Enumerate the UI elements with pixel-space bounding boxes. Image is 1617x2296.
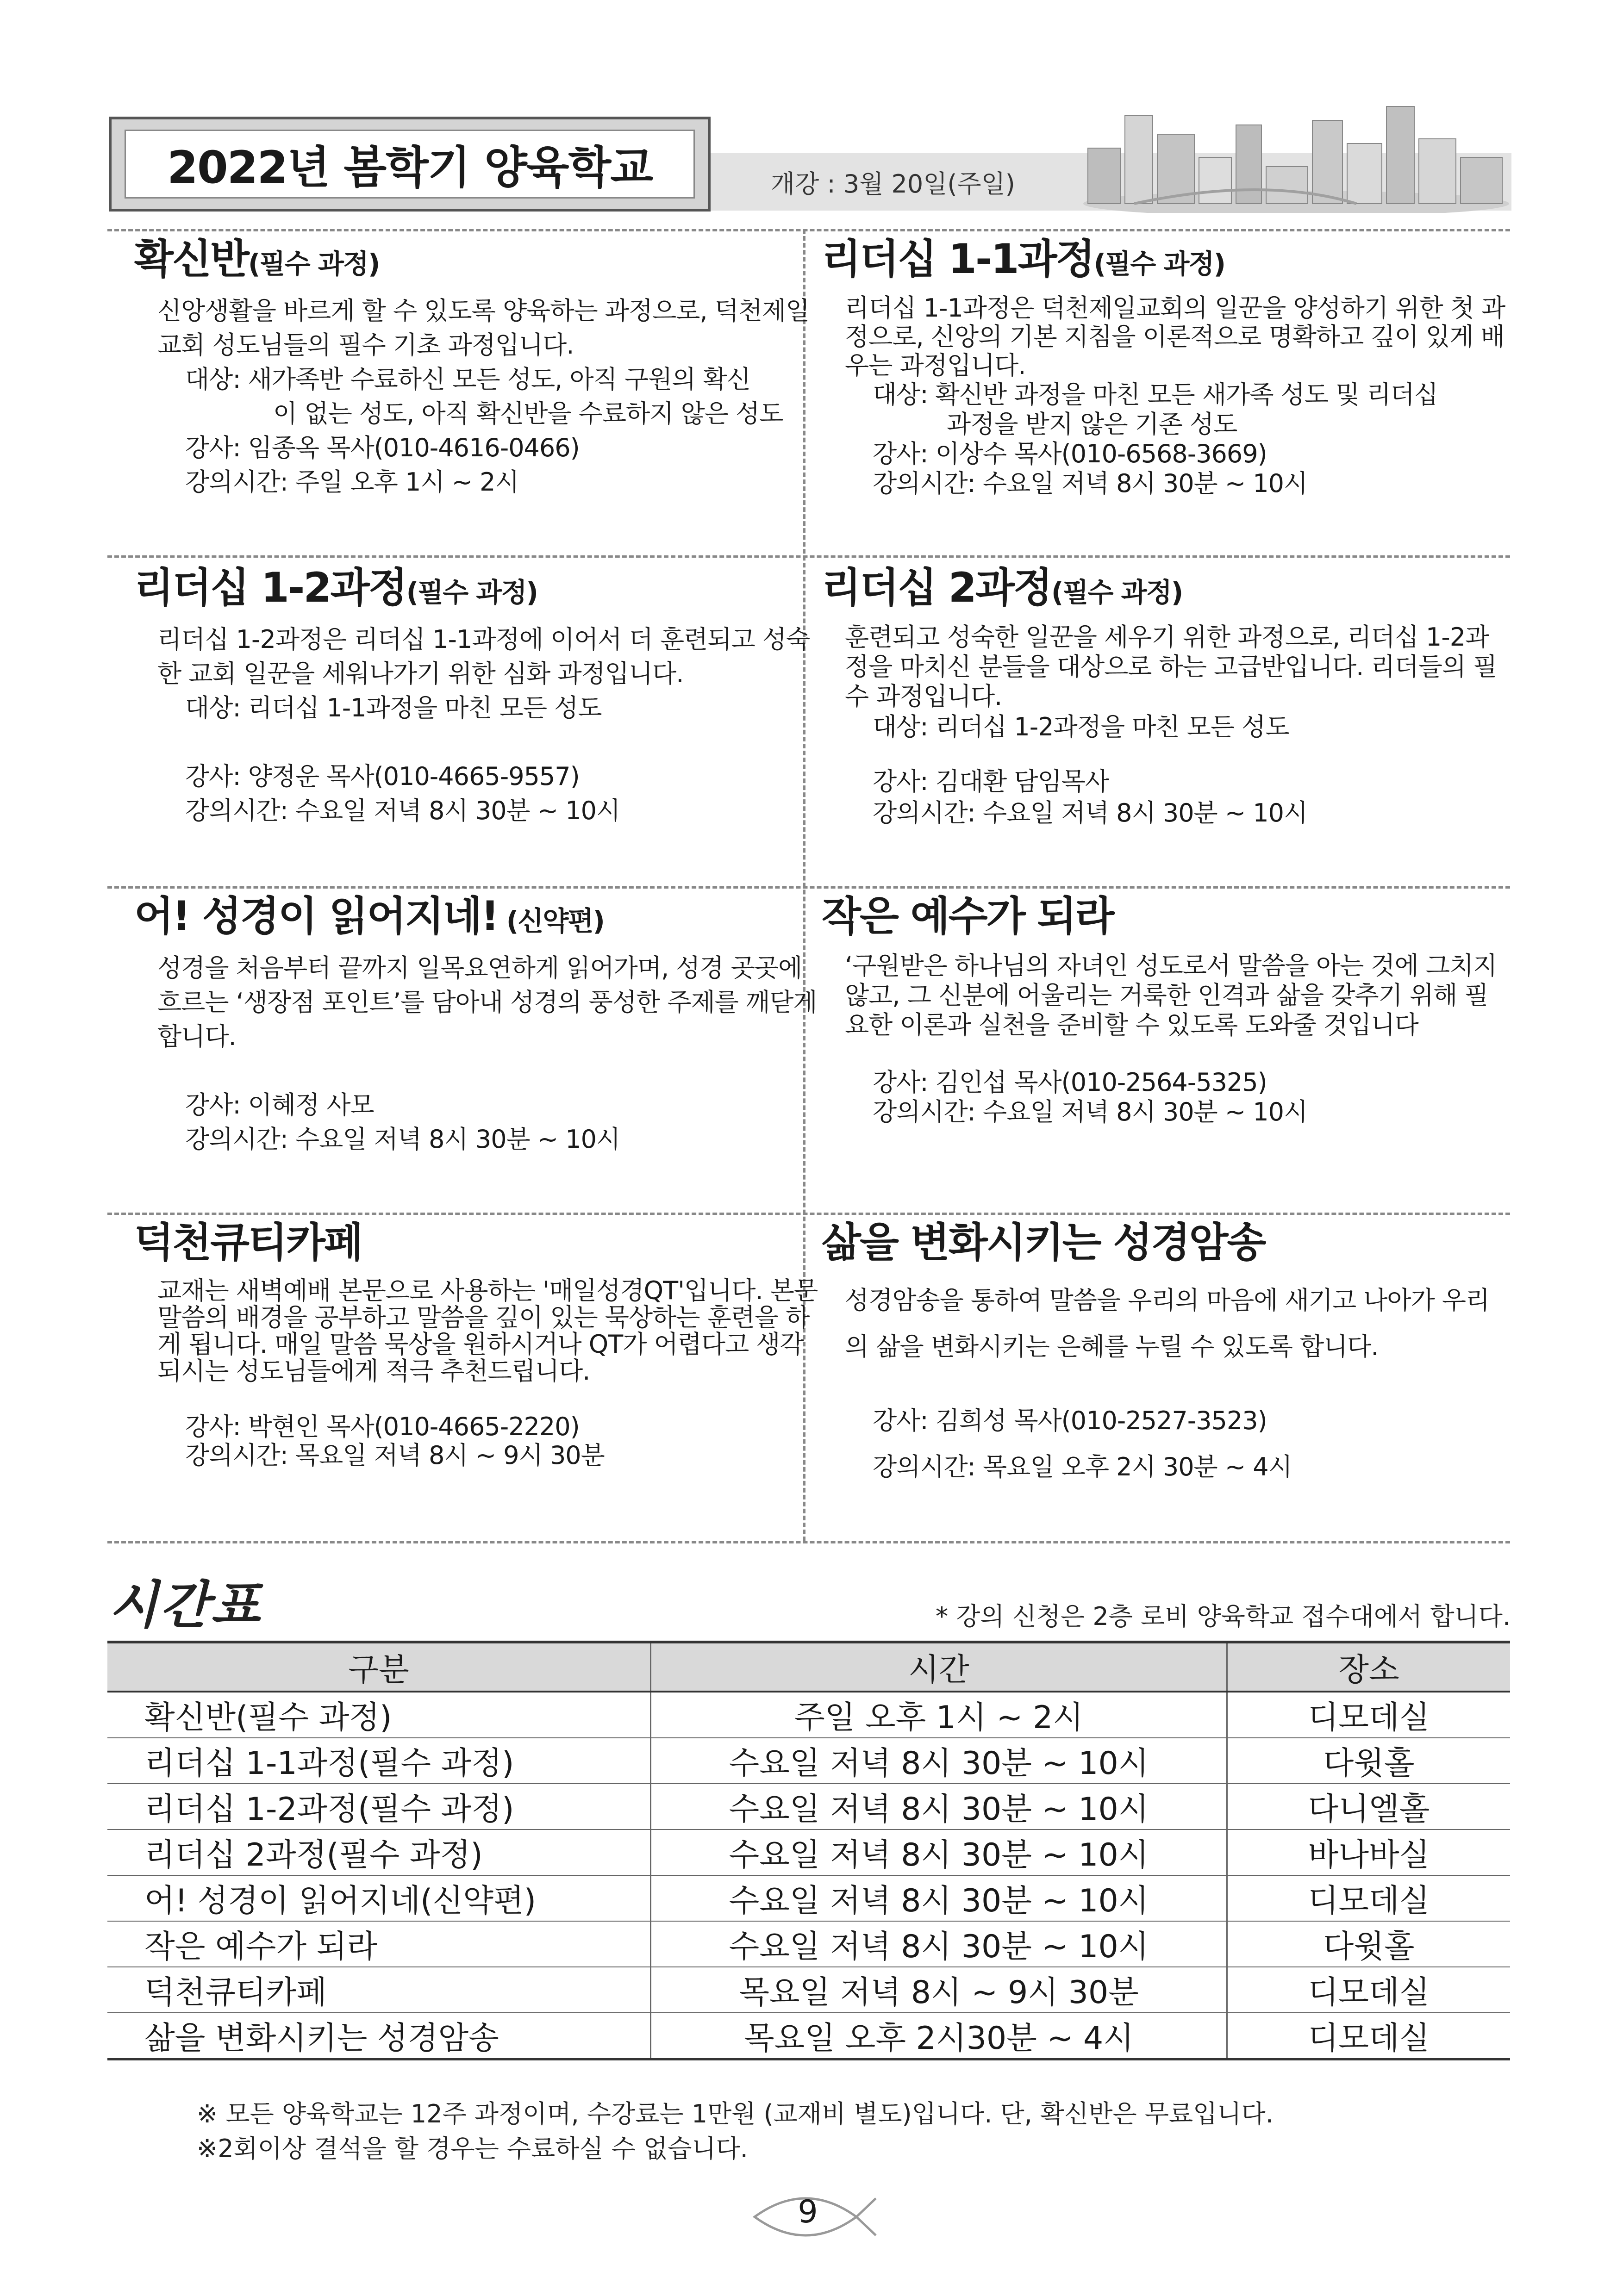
- table-row: [107, 1875, 1510, 1921]
- table-row: [107, 1692, 1510, 1738]
- course-description: 리더십 1-1과정은 덕천제일교회의 일꾼을 양성하기 위한 첫 과정으로, 신앙의 기본 지침을 이론적으로 명확하고 깊이 있게 배우는 과정입니다.: [845, 293, 1505, 380]
- course-target-cont: 과정을 받지 않은 기존 성도: [947, 410, 1237, 439]
- course-description: 교재는 새벽예배 본문으로 사용하는 '매일성경QT'입니다. 본문 말씀의 배경을 공부하고 말씀을 깊이 있는 묵상하는 훈련을 하게 됩니다. 매일 말씀 묵상을 원하시거나 QT가 어렵다고 생각되시는 성도님들에게 적극 추천드립니다.: [157, 1276, 818, 1386]
- opening-date: 개강 : 3월 20일(주일): [771, 169, 1015, 199]
- city-illustration: [1079, 97, 1511, 213]
- table-row: [107, 2013, 1510, 2060]
- footnote-fee: ※ 모든 양육학교는 12주 과정이며, 수강료는 1만원 (교재비 별도)입니다. 단, 확신반은 무료입니다.: [197, 2099, 1274, 2128]
- footnote-absence: ※2회이상 결석을 할 경우는 수료하실 수 없습니다.: [197, 2134, 748, 2163]
- divider-bottom: [107, 1541, 1510, 1543]
- cell-location: 다윗홀: [1227, 1921, 1511, 1967]
- page-number: [750, 2184, 880, 2249]
- course-leadership-1-2: [134, 562, 819, 828]
- course-title: 삶을 변화시키는 성경암송: [822, 1219, 1265, 1266]
- cell-course: 작은 예수가 되라: [107, 1921, 651, 1967]
- course-time: 강의시간: 수요일 저녁 8시 30분 ~ 10시: [873, 798, 1308, 828]
- course-title: 리더십 1-2과정(필수 과정): [134, 564, 537, 611]
- course-title: 확신반(필수 과정): [134, 235, 380, 283]
- course-time: 강의시간: 목요일 저녁 8시 ~ 9시 30분: [185, 1441, 605, 1470]
- cell-course: 삶을 변화시키는 성경암송: [107, 2013, 651, 2060]
- course-time: 강의시간: 수요일 저녁 8시 30분 ~ 10시: [873, 1097, 1308, 1126]
- table-row: [107, 1738, 1510, 1784]
- course-little-jesus: [822, 891, 1507, 1127]
- course-title: 작은 예수가 되라: [822, 892, 1113, 940]
- cell-time: 수요일 저녁 8시 30분 ~ 10시: [651, 1784, 1227, 1829]
- table-row: [107, 1967, 1510, 2013]
- course-teacher: 강사: 김희성 목사(010-2527-3523): [873, 1406, 1267, 1435]
- divider-row2: [107, 886, 1510, 889]
- cell-course: 리더십 1-1과정(필수 과정): [107, 1738, 651, 1784]
- cell-time: 수요일 저녁 8시 30분 ~ 10시: [651, 1875, 1227, 1921]
- cell-location: 다니엘홀: [1227, 1784, 1511, 1829]
- course-teacher: 강사: 박현인 목사(010-4665-2220): [185, 1412, 580, 1441]
- course-description: 성경암송을 통하여 말씀을 우리의 마음에 새기고 나아가 우리의 삶을 변화시키는 은혜를 누릴 수 있도록 합니다.: [845, 1286, 1490, 1361]
- header-category: 구분: [107, 1642, 651, 1692]
- divider-row1: [107, 555, 1510, 558]
- course-teacher: 강사: 이상수 목사(010-6568-3669): [873, 439, 1267, 468]
- course-description: 리더십 1-2과정은 리더십 1-1과정에 이어서 더 훈련되고 성숙한 교회 일꾼을 세워나가기 위한 심화 과정입니다.: [157, 625, 810, 688]
- course-teacher: 강사: 김대환 담임목사: [873, 767, 1109, 796]
- course-description: ‘구원받은 하나님의 자녀인 성도로서 말씀을 아는 것에 그치지 않고, 그 신분에 어울리는 거룩한 인격과 삶을 갖추기 위해 필요한 이론과 실천을 준비할 수 있도록 도와줄 것입니다: [845, 951, 1497, 1039]
- cell-time: 목요일 오후 2시30분 ~ 4시: [651, 2013, 1227, 2060]
- cell-time: 수요일 저녁 8시 30분 ~ 10시: [651, 1829, 1227, 1875]
- cell-course: 확신반(필수 과정): [107, 1692, 651, 1738]
- cell-course: 리더십 2과정(필수 과정): [107, 1829, 651, 1875]
- course-confidence: [134, 234, 819, 499]
- cell-time: 주일 오후 1시 ~ 2시: [651, 1692, 1227, 1738]
- course-teacher: 강사: 임종옥 목사(010-4616-0466): [185, 433, 580, 462]
- course-title: 덕천큐티카페: [134, 1219, 362, 1266]
- course-time: 강의시간: 수요일 저녁 8시 30분 ~ 10시: [185, 796, 620, 825]
- course-target: 대상: 새가족반 수료하신 모든 성도, 아직 구원의 확신: [185, 365, 750, 394]
- course-description: 훈련되고 성숙한 일꾼을 세우기 위한 과정으로, 리더십 1-2과정을 마치신 분들을 대상으로 하는 고급반입니다. 리더들의 필수 과정입니다.: [845, 622, 1497, 711]
- cell-time: 목요일 저녁 8시 ~ 9시 30분: [651, 1967, 1227, 2013]
- title-box: [109, 117, 711, 212]
- course-description: 신앙생활을 바르게 할 수 있도록 양육하는 과정으로, 덕천제일교회 성도님들의 필수 기초 과정입니다.: [157, 296, 810, 360]
- cell-course: 리더십 1-2과정(필수 과정): [107, 1784, 651, 1829]
- course-leadership-2: [822, 562, 1507, 829]
- cell-location: 디모데실: [1227, 1967, 1511, 2013]
- cell-location: 디모데실: [1227, 1875, 1511, 1921]
- course-time: 강의시간: 수요일 저녁 8시 30분 ~ 10시: [873, 469, 1308, 498]
- course-time: 강의시간: 수요일 저녁 8시 30분 ~ 10시: [185, 1125, 620, 1154]
- divider-top: [107, 229, 1510, 231]
- course-teacher: 강사: 김인섭 목사(010-2564-5325): [873, 1068, 1267, 1097]
- course-scripture-memory: [822, 1217, 1507, 1490]
- course-target: 대상: 확신반 과정을 마친 모든 새가족 성도 및 리더십: [873, 380, 1438, 409]
- course-teacher: 강사: 양정운 목사(010-4665-9557): [185, 762, 580, 791]
- course-bible-reading: [134, 891, 819, 1157]
- table-row: [107, 1829, 1510, 1875]
- course-target: 대상: 리더십 1-1과정을 마친 모든 성도: [185, 693, 602, 722]
- cell-time: 수요일 저녁 8시 30분 ~ 10시: [651, 1738, 1227, 1784]
- course-target: 대상: 리더십 1-2과정을 마친 모든 성도: [873, 712, 1289, 741]
- course-time: 강의시간: 목요일 오후 2시 30분 ~ 4시: [873, 1452, 1292, 1481]
- cell-location: 다윗홀: [1227, 1738, 1511, 1784]
- page-title: 2022년 봄학기 양육학교: [125, 130, 695, 199]
- cell-time: 수요일 저녁 8시 30분 ~ 10시: [651, 1921, 1227, 1967]
- cell-location: 디모데실: [1227, 1692, 1511, 1738]
- course-title: 리더십 1-1과정(필수 과정): [822, 235, 1225, 283]
- table-header-row: [107, 1642, 1510, 1692]
- course-title: 어! 성경이 읽어지네! (신약편): [134, 892, 604, 940]
- schedule-note: * 강의 신청은 2층 로비 양육학교 접수대에서 합니다.: [936, 1602, 1511, 1631]
- header-location: 장소: [1227, 1642, 1511, 1692]
- divider-row3: [107, 1213, 1510, 1215]
- schedule-table: [107, 1641, 1510, 2060]
- course-target-cont: 이 없는 성도, 아직 확신반을 수료하지 않은 성도: [273, 399, 783, 428]
- header-time: 시간: [651, 1642, 1227, 1692]
- table-row: [107, 1921, 1510, 1967]
- course-leadership-1-1: [822, 234, 1507, 498]
- cell-location: 디모데실: [1227, 2013, 1511, 2060]
- cell-course: 덕천큐티카페: [107, 1967, 651, 2013]
- course-qt-cafe: [134, 1217, 819, 1470]
- table-row: [107, 1784, 1510, 1829]
- course-teacher: 강사: 이혜정 사모: [185, 1090, 374, 1120]
- cell-location: 바나바실: [1227, 1829, 1511, 1875]
- cell-course: 어! 성경이 읽어지네(신약편): [107, 1875, 651, 1921]
- schedule-title: 시간표: [109, 1575, 262, 1635]
- course-time: 강의시간: 주일 오후 1시 ~ 2시: [185, 467, 519, 497]
- page-number-text: 9: [798, 2194, 818, 2230]
- course-title: 리더십 2과정(필수 과정): [822, 564, 1183, 611]
- course-description: 성경을 처음부터 끝까지 일목요연하게 읽어가며, 성경 곳곳에 흐르는 ‘생장점 포인트’를 담아내 성경의 풍성한 주제를 깨닫게 합니다.: [157, 953, 817, 1051]
